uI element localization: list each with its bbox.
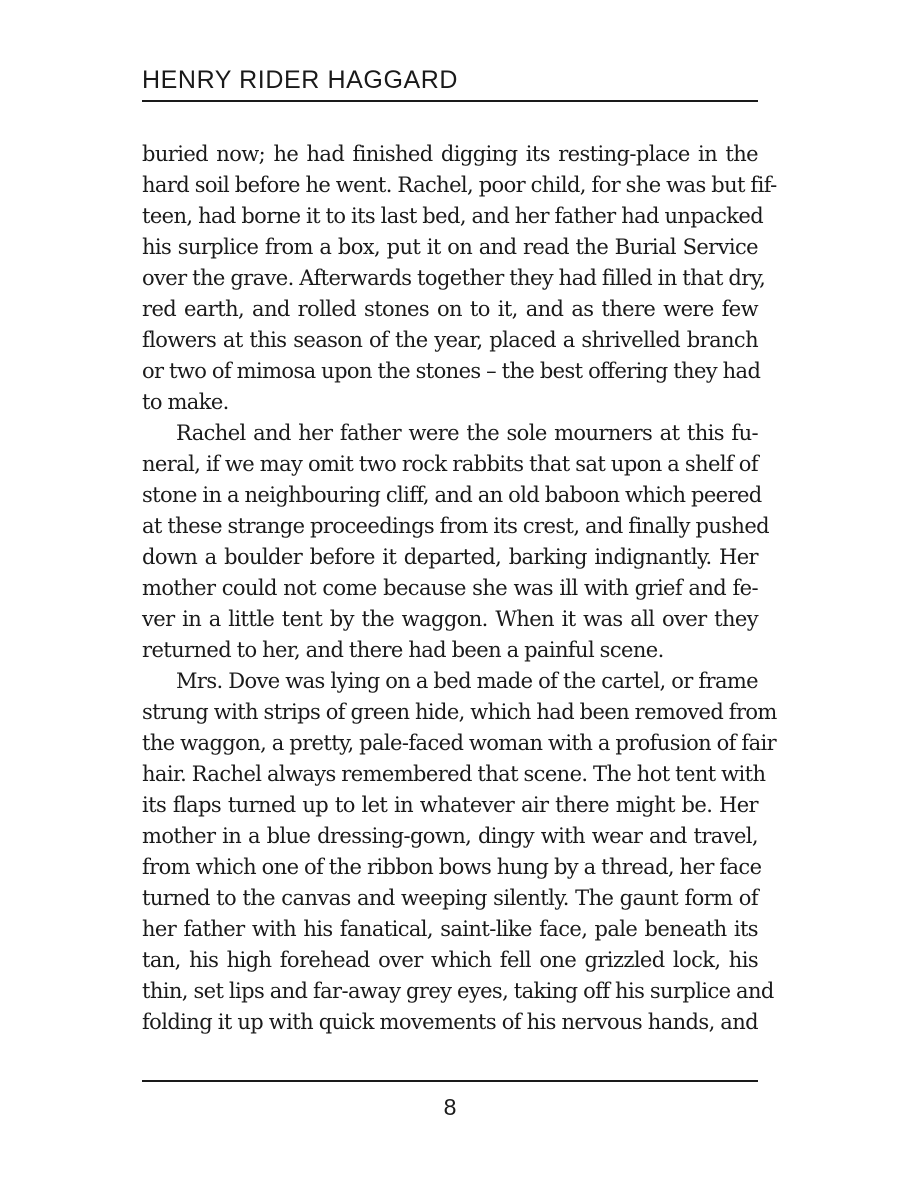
text-line: or two of mimosa upon the stones – the best offering they had — [142, 359, 761, 383]
text-line: over the grave. Afterwards together they had filled in that dry, — [142, 266, 766, 290]
paragraph-first-line: Rachel and her father were the sole mourners at this fu- — [176, 421, 758, 445]
text-line: thin, set lips and far-away grey eyes, taking off his surplice and — [142, 979, 774, 1003]
text-line: tan, his high forehead over which fell one grizzled lock, his — [142, 948, 758, 972]
text-line: folding it up with quick movements of his nervous hands, and — [142, 1010, 758, 1034]
text-line: at these strange proceedings from its crest, and finally pushed — [142, 514, 770, 538]
text-line: mother in a blue dressing-gown, dingy with wear and travel, — [142, 824, 758, 848]
text-line: down a boulder before it departed, barking indignantly. Her — [142, 545, 758, 569]
text-line: its flaps turned up to let in whatever air there might be. Her — [142, 793, 758, 817]
text-line: ver in a little tent by the waggon. When it was all over they — [142, 607, 758, 631]
text-line: his surplice from a box, put it on and read the Burial Service — [142, 235, 758, 259]
text-line: flowers at this season of the year, placed a shrivelled branch — [142, 328, 758, 352]
text-line: red earth, and rolled stones on to it, and as there were few — [142, 297, 758, 321]
header-rule — [142, 100, 758, 102]
text-line: neral, if we may omit two rock rabbits that sat upon a shelf of — [142, 452, 758, 476]
text-line: buried now; he had finished digging its resting-place in the — [142, 142, 758, 166]
text-line: mother could not come because she was ill with grief and fe- — [142, 576, 758, 600]
page-number: 8 — [443, 1094, 457, 1120]
text-line: returned to her, and there had been a painful scene. — [142, 638, 664, 662]
text-line: from which one of the ribbon bows hung by a thread, her face — [142, 855, 762, 879]
text-line: hair. Rachel always remembered that scene. The hot tent with — [142, 762, 766, 786]
text-line: teen, had borne it to its last bed, and her father had unpacked — [142, 204, 764, 228]
text-line: the waggon, a pretty, pale-faced woman with a profusion of fair — [142, 731, 777, 755]
text-line: to make. — [142, 390, 229, 414]
text-line: her father with his fanatical, saint-like face, pale beneath its — [142, 917, 758, 941]
footer-rule — [142, 1080, 758, 1082]
text-line: hard soil before he went. Rachel, poor child, for she was but fif- — [142, 173, 777, 197]
paragraph-first-line: Mrs. Dove was lying on a bed made of the cartel, or frame — [176, 669, 758, 693]
running-head: HENRY RIDER HAGGARD — [142, 66, 459, 94]
text-line: strung with strips of green hide, which had been removed from — [142, 700, 777, 724]
text-line: stone in a neighbouring cliff, and an old baboon which peered — [142, 483, 762, 507]
body-text — [142, 139, 777, 1038]
text-line: turned to the canvas and weeping silently. The gaunt form of — [142, 886, 758, 910]
